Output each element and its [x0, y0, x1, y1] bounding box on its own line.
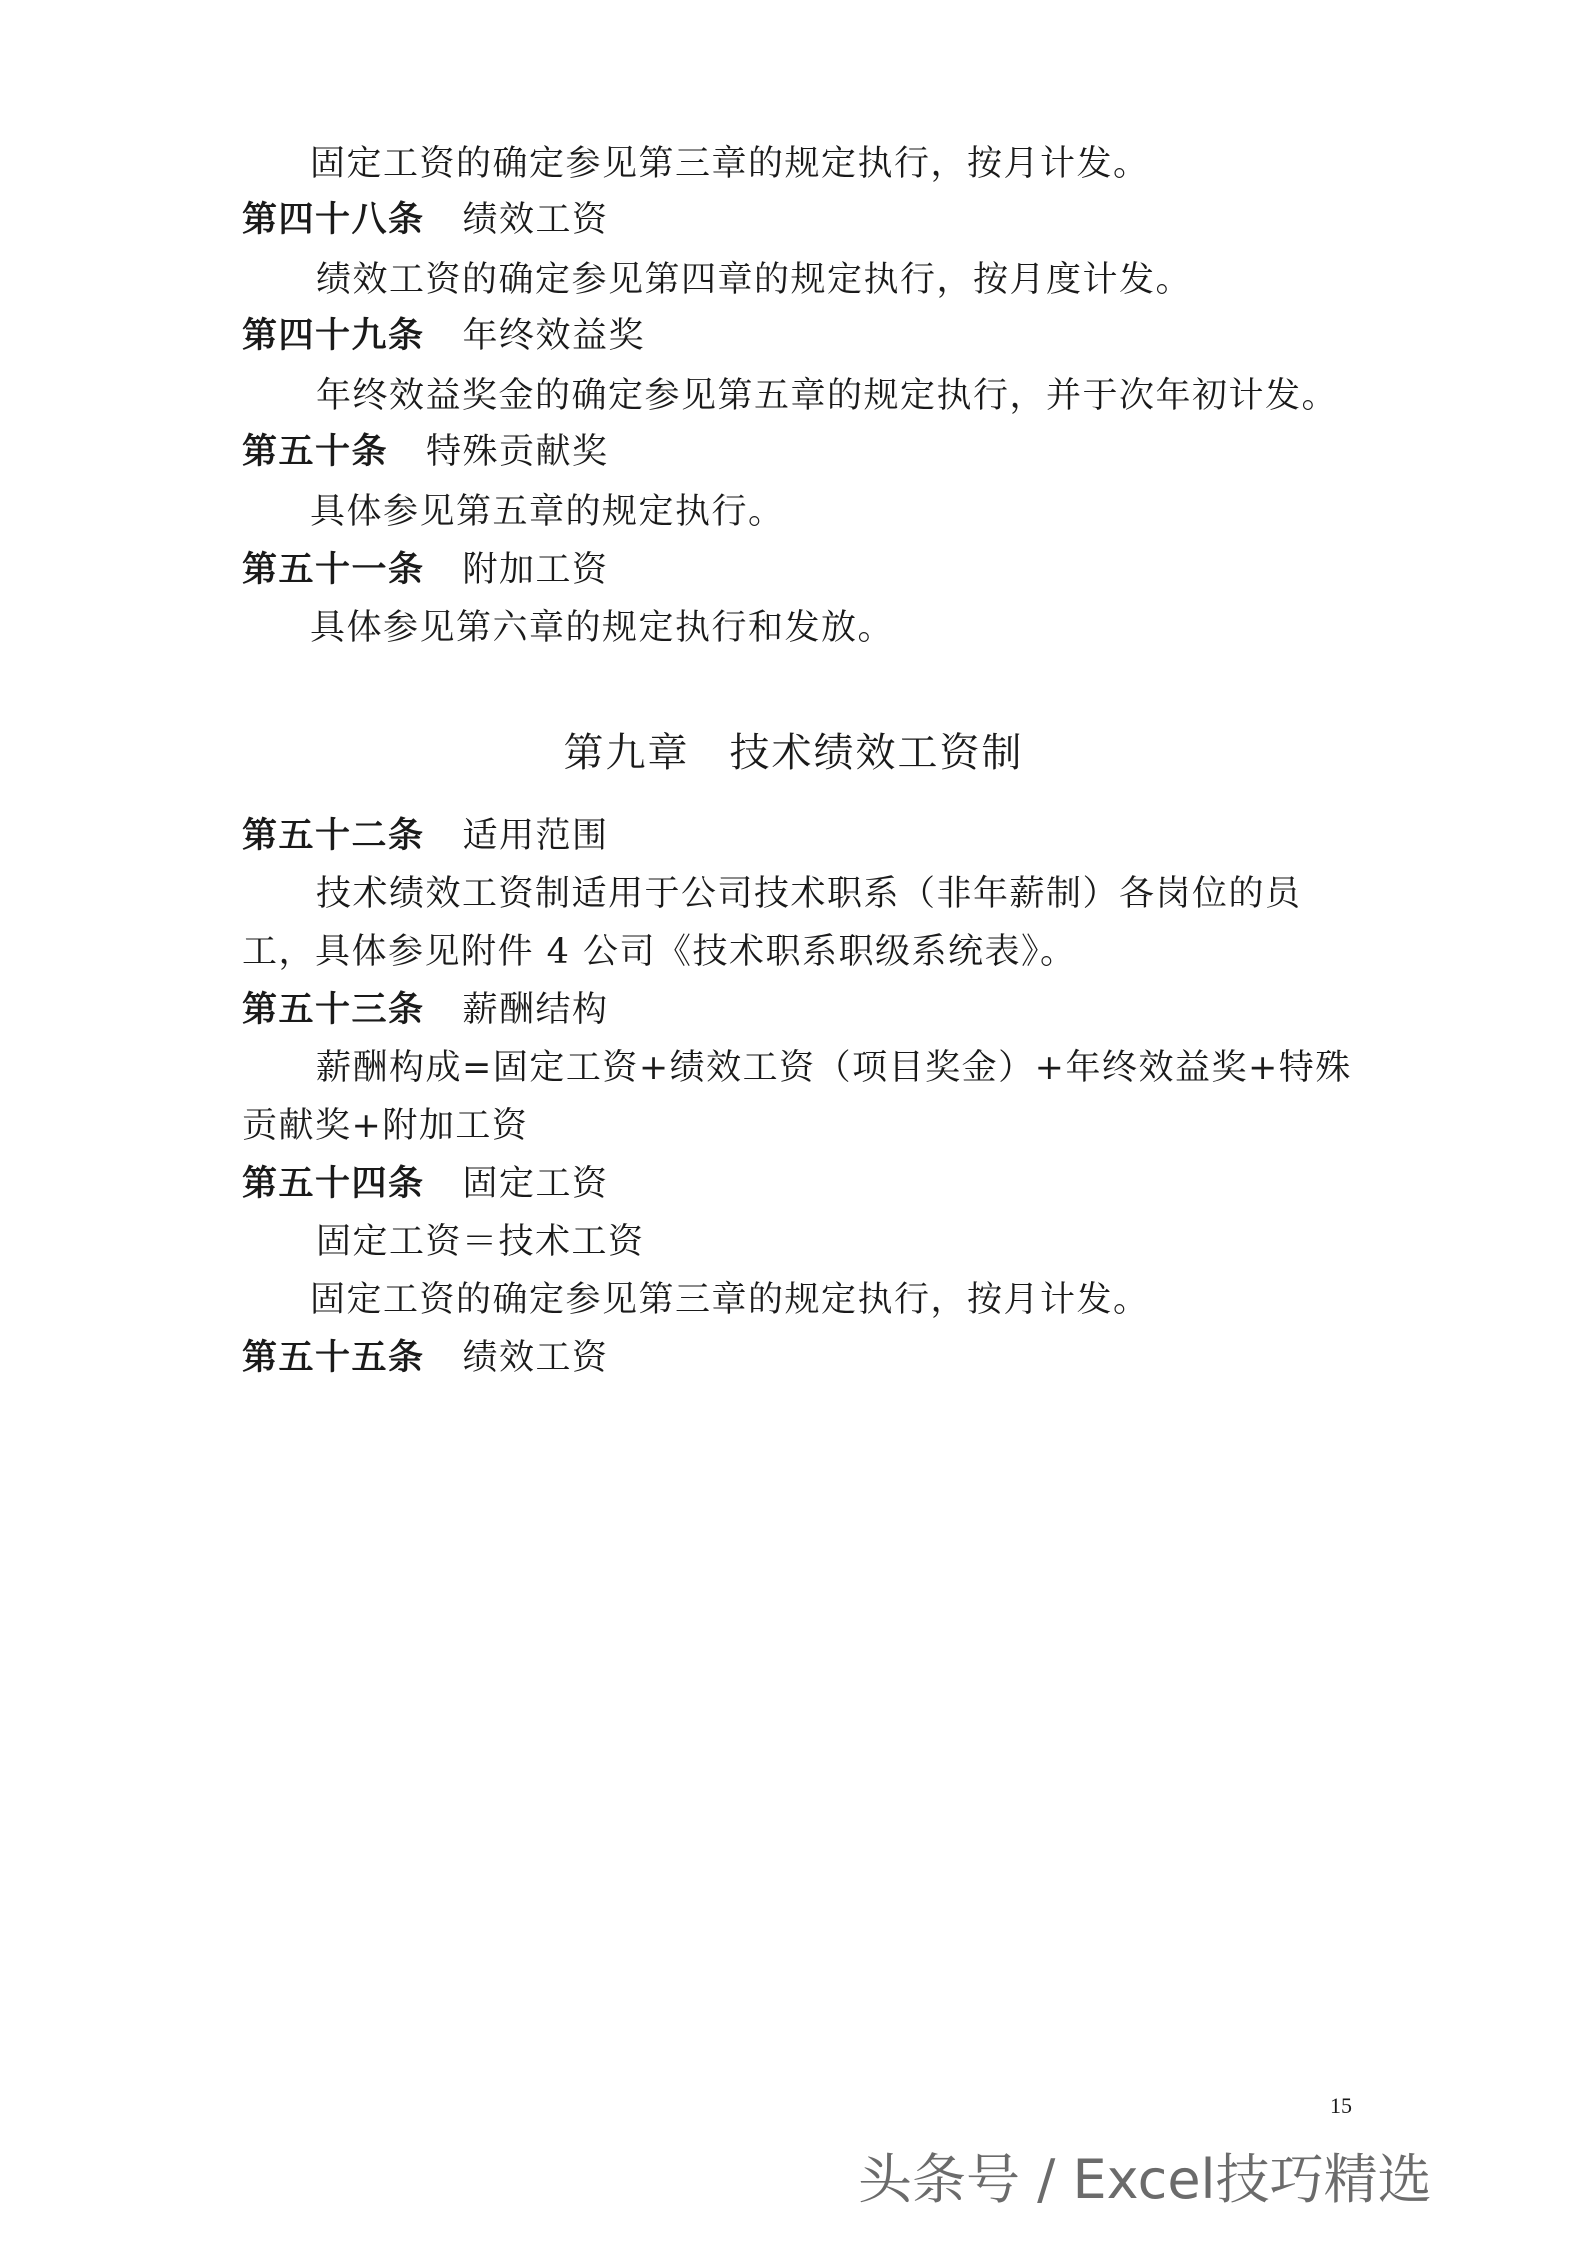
article-heading: [242, 548, 609, 592]
article-title: 薪酬结构: [462, 990, 609, 1030]
article-number: 第五十四条: [242, 1163, 425, 1204]
article-title: 绩效工资: [462, 1338, 609, 1378]
page-number: 15: [1330, 2093, 1352, 2118]
body-paragraph: 绩效工资的确定参见第四章的规定执行，按月度计发。: [316, 260, 1193, 300]
article-number: 第四十九条: [242, 315, 425, 356]
body-paragraph: 具体参见第五章的规定执行。: [310, 492, 785, 532]
article-heading: [242, 1162, 609, 1206]
article-heading: [242, 198, 609, 242]
chapter-name: 技术绩效工资制: [729, 730, 1024, 776]
article-title: 特殊贡献奖: [426, 432, 609, 472]
chapter-number: 第九章: [563, 730, 690, 776]
body-paragraph: 工，具体参见附件 4 公司《技术职系职级系统表》。: [242, 932, 1077, 972]
body-paragraph: 固定工资＝技术工资: [316, 1222, 645, 1262]
chapter-title: [0, 728, 1587, 778]
watermark: 头条号 / Excel技巧精选: [858, 2148, 1432, 2211]
article-number: 第五十五条: [242, 1337, 425, 1378]
article-title: 附加工资: [462, 550, 609, 590]
body-paragraph: 固定工资的确定参见第三章的规定执行，按月计发。: [310, 144, 1150, 184]
article-number: 第五十条: [242, 431, 389, 472]
article-title: 绩效工资: [462, 200, 609, 240]
body-paragraph: 薪酬构成=固定工资+绩效工资（项目奖金）+年终效益奖+特殊: [316, 1048, 1352, 1088]
article-number: 第五十一条: [242, 549, 425, 590]
article-number: 第五十二条: [242, 815, 425, 856]
article-heading: [242, 814, 609, 858]
article-title: 适用范围: [462, 816, 609, 856]
article-number: 第五十三条: [242, 989, 425, 1030]
article-heading: [242, 1336, 609, 1380]
article-title: 年终效益奖: [462, 316, 646, 356]
body-paragraph: 贡献奖+附加工资: [242, 1106, 529, 1146]
article-heading: [242, 988, 609, 1032]
article-heading: [242, 430, 609, 474]
body-paragraph: 具体参见第六章的规定执行和发放。: [310, 608, 895, 648]
article-number: 第四十八条: [242, 199, 425, 240]
body-paragraph: 固定工资的确定参见第三章的规定执行，按月计发。: [310, 1280, 1150, 1320]
body-paragraph: 年终效益奖金的确定参见第五章的规定执行，并于次年初计发。: [316, 376, 1339, 416]
article-heading: [242, 314, 645, 358]
body-paragraph: 技术绩效工资制适用于公司技术职系（非年薪制）各岗位的员: [316, 874, 1302, 914]
article-title: 固定工资: [462, 1164, 609, 1204]
